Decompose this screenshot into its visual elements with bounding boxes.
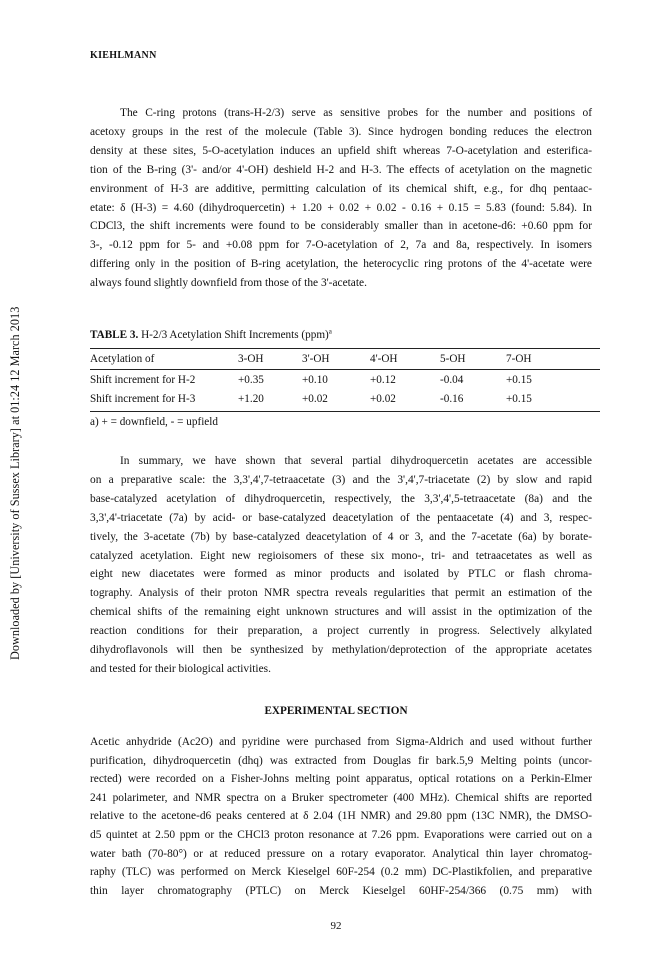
table-cell: -0.16	[440, 393, 464, 405]
text-line: tively, the 3-acetate (7b) by base-catalyzed deacetylation of 4 or 3, and the 7-acetate (6a) by borate-	[90, 530, 592, 543]
table-footnote: a) + = downfield, - = upfield	[90, 416, 218, 428]
text-line: In summary, we have shown that several partial dihydroquercetin acetates are accessible	[120, 455, 592, 467]
text-line: eight new diacetates were formed as minor products and isolated by PTLC or flash chroma-	[90, 568, 592, 581]
table-cell: +1.20	[238, 393, 264, 405]
section-heading: EXPERIMENTAL SECTION	[264, 705, 408, 717]
text-line: rected) were recorded on a Fisher-Johns melting point apparatus, optical rotations on a Perkin-Elmer	[90, 773, 592, 786]
paragraph-summary	[90, 452, 592, 679]
text-line: tography. Analysis of their proton NMR spectra reveals regularities that permit an estimation of the	[90, 587, 592, 600]
table-cell: -0.04	[440, 374, 464, 386]
text-line: 3,3',4'-triacetate (7a) by acid- or base-catalyzed deacetylation of the pentaacetate (4) and 3, respec-	[90, 511, 592, 524]
text-line: Acetic anhydride (Ac2O) and pyridine were purchased from Sigma-Aldrich and used without further	[90, 736, 592, 748]
table-cell: +0.02	[302, 393, 328, 405]
table-cell: +0.02	[370, 393, 396, 405]
text-line: density at these sites, 5-O-acetylation induces an upfield shift whereas 7-O-acetylation and esterifica-	[90, 144, 592, 157]
text-line: always found slightly downfield from those of the 3'-acetate.	[90, 277, 367, 290]
table-header-rule	[90, 369, 600, 370]
text-line: environment of H-3 are additive, permitting calculation of its chemical shift, e.g., for dhq pentaac-	[90, 182, 592, 195]
running-head: KIEHLMANN	[90, 50, 157, 61]
text-line: d5 quintet at 2.50 ppm or the CHCl3 proton resonance at 7.26 ppm. Evaporations were carried out on a	[90, 828, 592, 841]
table-label: TABLE 3.	[90, 329, 139, 341]
text-line: purification, dihydroquercetin (dhq) was extracted from Douglas fir bark.5,9 Melting points (uncor-	[90, 754, 592, 767]
table-cell: Shift increment for H-3	[90, 393, 196, 405]
text-line: and tested for their biological activities.	[90, 662, 271, 675]
text-line: 241 polarimeter, and NMR spectra on a Bruker spectrometer (400 MHz). Chemical shifts are reported	[90, 791, 592, 804]
table-top-rule	[90, 348, 600, 349]
table-caption-footnote-mark: a	[328, 327, 332, 336]
text-line: differing only in the position of B-ring acetylation, the heterocyclic ring protons of the 4'-acetate were	[90, 258, 592, 271]
download-watermark: Downloaded by [University of Sussex Library] at 01:24 12 March 2013	[8, 306, 22, 660]
table-cell: +0.10	[302, 374, 328, 386]
text-line: etate: δ (H-3) = 4.60 (dihydroquercetin) + 1.20 + 0.02 + 0.02 - 0.16 + 0.15 = 5.83 (found: 5.84). In	[90, 201, 592, 214]
paragraph-c-ring-protons	[90, 104, 592, 293]
text-line: relative to the acetone-d6 peaks centered at δ 2.04 (1H NMR) and 29.80 ppm (13C NMR), the DMSO-	[90, 810, 592, 823]
table-cell: +0.15	[506, 393, 532, 405]
text-line: water bath (70-80°) or at reduced pressure on a rotary evaporator. Analytical thin layer chromatog-	[90, 847, 592, 860]
table-header-cell: 3-OH	[238, 353, 264, 365]
text-line: CDCl3, the shift increments were found to be considerably smaller than in acetone-d6: +0.60 ppm for	[90, 220, 592, 233]
table-cell: +0.35	[238, 374, 264, 386]
text-line: chemical shifts of the remaining eight unknown structures and will assist in the optimization of the	[90, 606, 592, 619]
text-line: reaction conditions for their preparation, a project currently in progress. Selectively alkylated	[90, 625, 592, 638]
table-caption-text: H-2/3 Acetylation Shift Increments (ppm)	[141, 329, 329, 341]
text-line: dihydroflavonols will then be synthesized by methylation/deprotection of the appropriate acetates	[90, 644, 592, 657]
text-line: thin layer chromatography (PTLC) on Merck Kieselgel 60HF-254/366 (0.75 mm) with	[90, 884, 592, 897]
table-cell: +0.15	[506, 374, 532, 386]
table-cell: Shift increment for H-2	[90, 374, 196, 386]
text-line: tion of the B-ring (3'- and/or 4'-OH) deshield H-2 and H-3. The effects of acetylation on the magnetic	[90, 163, 592, 176]
table-header-cell: 3'-OH	[302, 353, 330, 365]
text-line: raphy (TLC) was performed on Merck Kieselgel 60F-254 (0.2 mm) DC-Plastikfolien, and preparative	[90, 866, 592, 879]
text-line: 3-, -0.12 ppm for 5- and +0.08 ppm for 7-O-acetylation of 2, 7a and 8a, respectively. In isomers	[90, 239, 592, 252]
table-header-cell: 4'-OH	[370, 353, 398, 365]
table-bottom-rule	[90, 411, 600, 412]
page-number: 92	[330, 920, 342, 932]
text-line: The C-ring protons (trans-H-2/3) serve as sensitive probes for the number and positions of	[120, 107, 592, 119]
paragraph-experimental	[90, 733, 592, 900]
table-header-cell: 7-OH	[506, 353, 532, 365]
text-line: on a preparative scale: the 3,3',4',7-tetraacetate (3) and the 3',4',7-triacetate (2) by slow and rapid	[90, 473, 592, 486]
table-header-cell: 5-OH	[440, 353, 466, 365]
text-line: acetoxy groups in the rest of the molecule (Table 3). Since hydrogen bonding reduces the electron	[90, 125, 592, 138]
table-header-cell: Acetylation of	[90, 353, 155, 365]
table-caption	[90, 329, 332, 341]
table-cell: +0.12	[370, 374, 396, 386]
text-line: base-catalyzed acetylation of dihydroquercetin, respectively, the 3,3',4',5-tetraacetate (8a) and the	[90, 492, 592, 505]
text-line: catalyzed acetylation. Eight new regioisomers of these six mono-, tri- and tetraacetates as well as	[90, 549, 592, 562]
